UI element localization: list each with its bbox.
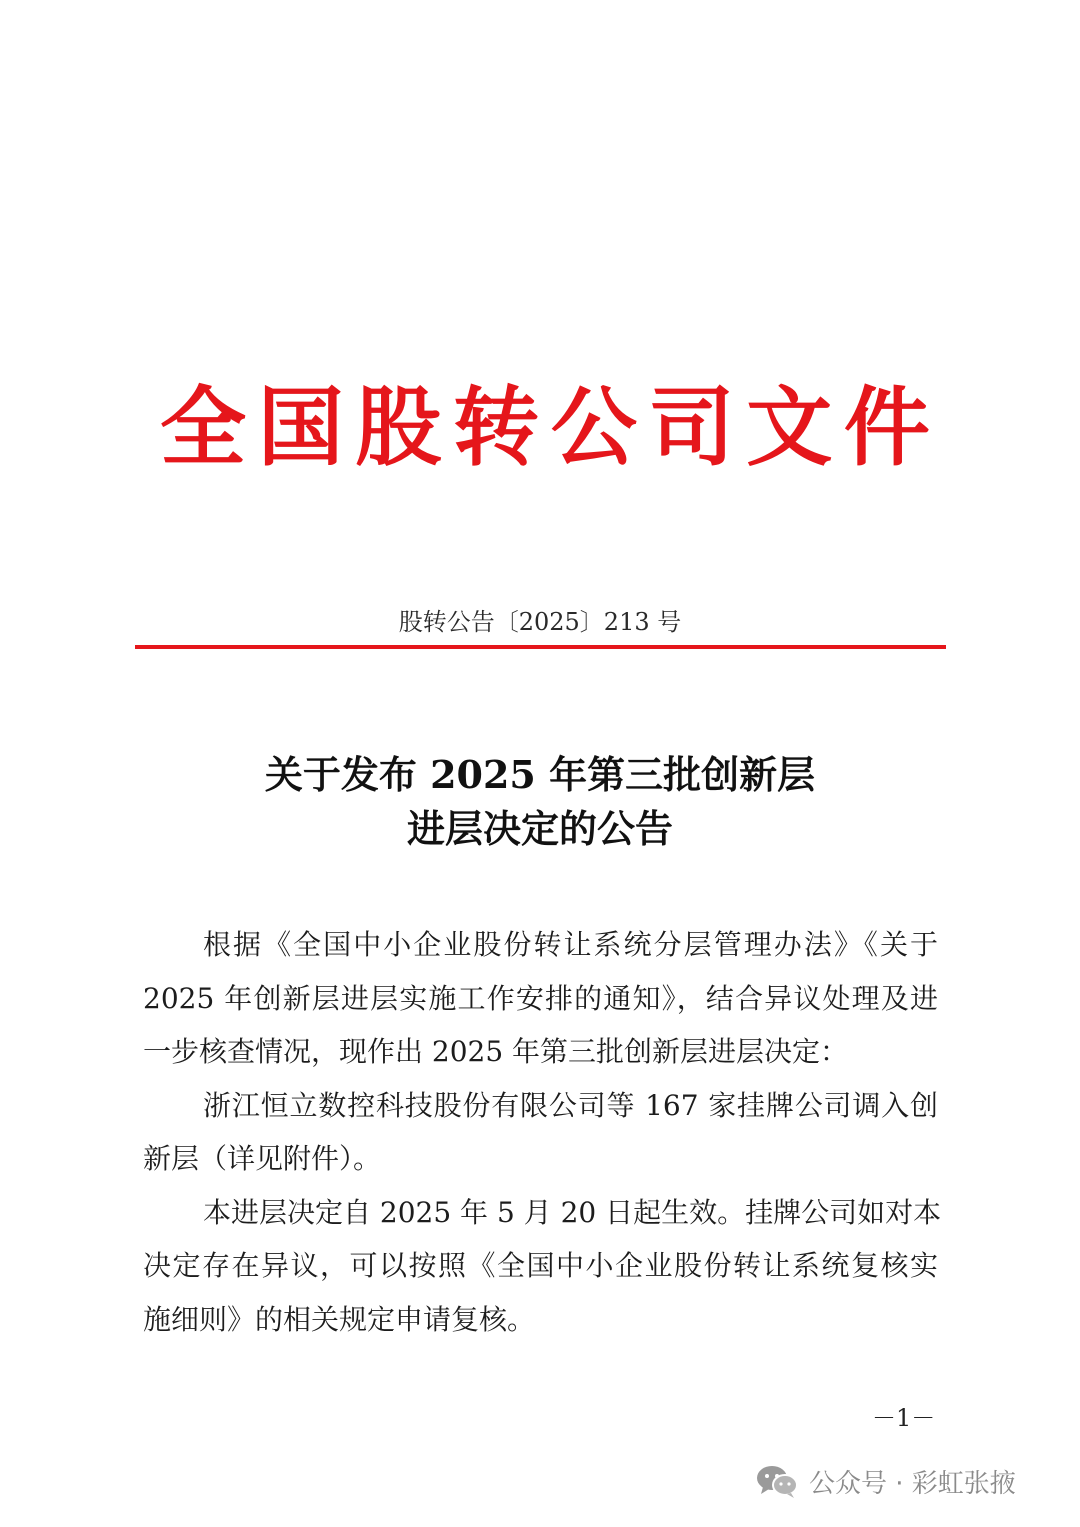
wechat-watermark bbox=[755, 1456, 1016, 1506]
body-line: 决定存在异议，可以按照《全国中小企业股份转让系统复核实 bbox=[143, 1249, 938, 1282]
body-line: 浙江恒立数控科技股份有限公司等 167 家挂牌公司调入创 bbox=[203, 1088, 938, 1122]
document-number: 股转公告〔2025〕213 号 bbox=[398, 608, 682, 636]
masthead-char: 件 bbox=[843, 377, 930, 478]
masthead-char: 国 bbox=[257, 377, 344, 478]
masthead-char: 转 bbox=[453, 377, 540, 478]
masthead-char: 司 bbox=[648, 377, 735, 478]
page-number: －1－ bbox=[872, 1404, 936, 1432]
announcement-title bbox=[0, 748, 1080, 856]
body-line: 本进层决定自 2025 年 5 月 20 日起生效。挂牌公司如对本 bbox=[203, 1195, 942, 1229]
masthead-char: 公 bbox=[550, 377, 637, 478]
body-line: 施细则》的相关规定申请复核。 bbox=[143, 1302, 536, 1336]
body-line: 新层（详见附件）。 bbox=[143, 1142, 382, 1175]
masthead-char: 文 bbox=[746, 377, 833, 478]
title-line-2: 进层决定的公告 bbox=[406, 806, 673, 851]
masthead-char: 全 bbox=[160, 377, 246, 478]
body-line: 根据《全国中小企业股份转让系统分层管理办法》《关于 bbox=[203, 928, 938, 961]
body-line: 一步核查情况，现作出 2025 年第三批创新层进层决定： bbox=[143, 1035, 849, 1068]
wechat-icon bbox=[755, 1463, 799, 1499]
announcement-body bbox=[143, 918, 942, 1346]
masthead-char: 股 bbox=[355, 377, 442, 478]
masthead-title bbox=[160, 378, 930, 478]
watermark-text: 公众号 · 彩虹张掖 bbox=[809, 1468, 1016, 1499]
red-divider bbox=[135, 645, 946, 649]
title-line-1: 关于发布 2025 年第三批创新层 bbox=[264, 752, 816, 797]
body-line: 2025 年创新层进层实施工作安排的通知》，结合异议处理及进 bbox=[143, 981, 938, 1015]
